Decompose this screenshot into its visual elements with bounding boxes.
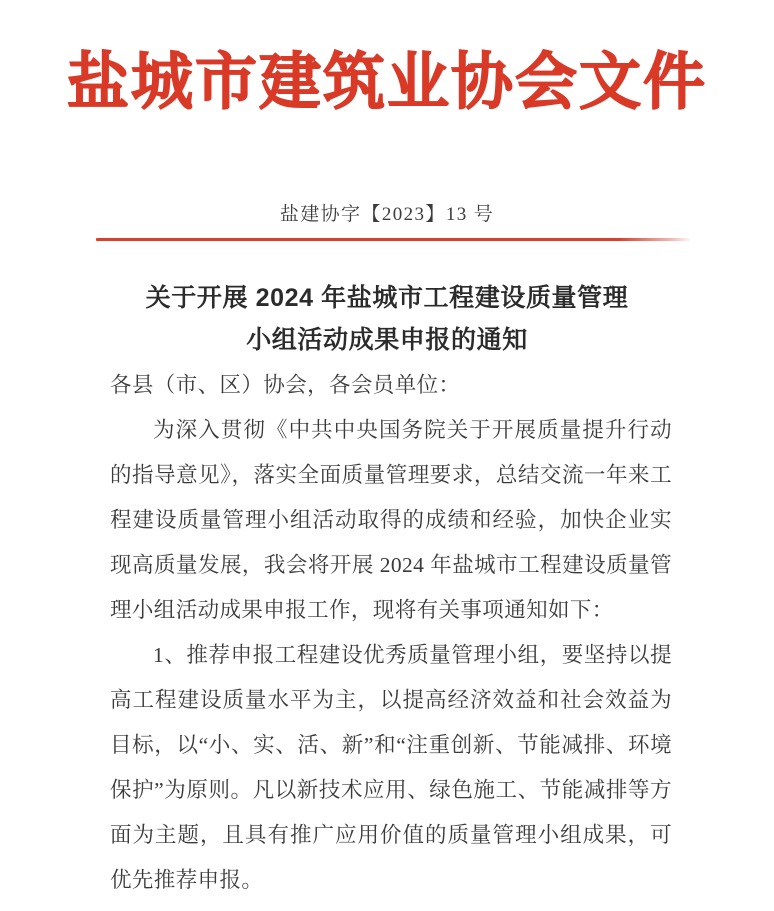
masthead-title: 盐城市建筑业协会文件 — [66, 49, 707, 117]
body-paragraph-2: 1、推荐申报工程建设优秀质量管理小组，要坚持以提高工程建设质量水平为主，以提高经济效益和社会效益为目标，以“小、实、活、新”和“注重创新、节能减排、环境保护”为原则。凡以新技术应用、绿色施工、节能减排等方面为主题，且具有推广应用价值的质量管理小组成果，可优先推荐申报。 — [110, 643, 672, 892]
page-title — [0, 277, 774, 361]
doc-number-row — [0, 199, 774, 226]
doc-number: 盐建协字【2023】13 号 — [279, 204, 495, 225]
body-paragraph-1: 为深入贯彻《中共中央国务院关于开展质量提升行动的指导意见》，落实全面质量管理要求，总结交流一年来工程建设质量管理小组活动取得的成绩和经验，加快企业实现高质量发展，我会将开展 2024 年盐城市工程建设质量管理小组活动成果申报工作，现将有关事项通知如下： — [110, 418, 672, 622]
document-body — [110, 363, 672, 903]
salutation: 各县（市、区）协会，各会员单位： — [110, 373, 461, 397]
title-line-1: 关于开展 2024 年盐城市工程建设质量管理 — [145, 284, 629, 312]
red-separator-rule — [96, 238, 690, 241]
title-line-2: 小组活动成果申报的通知 — [246, 326, 528, 354]
masthead — [0, 49, 774, 117]
